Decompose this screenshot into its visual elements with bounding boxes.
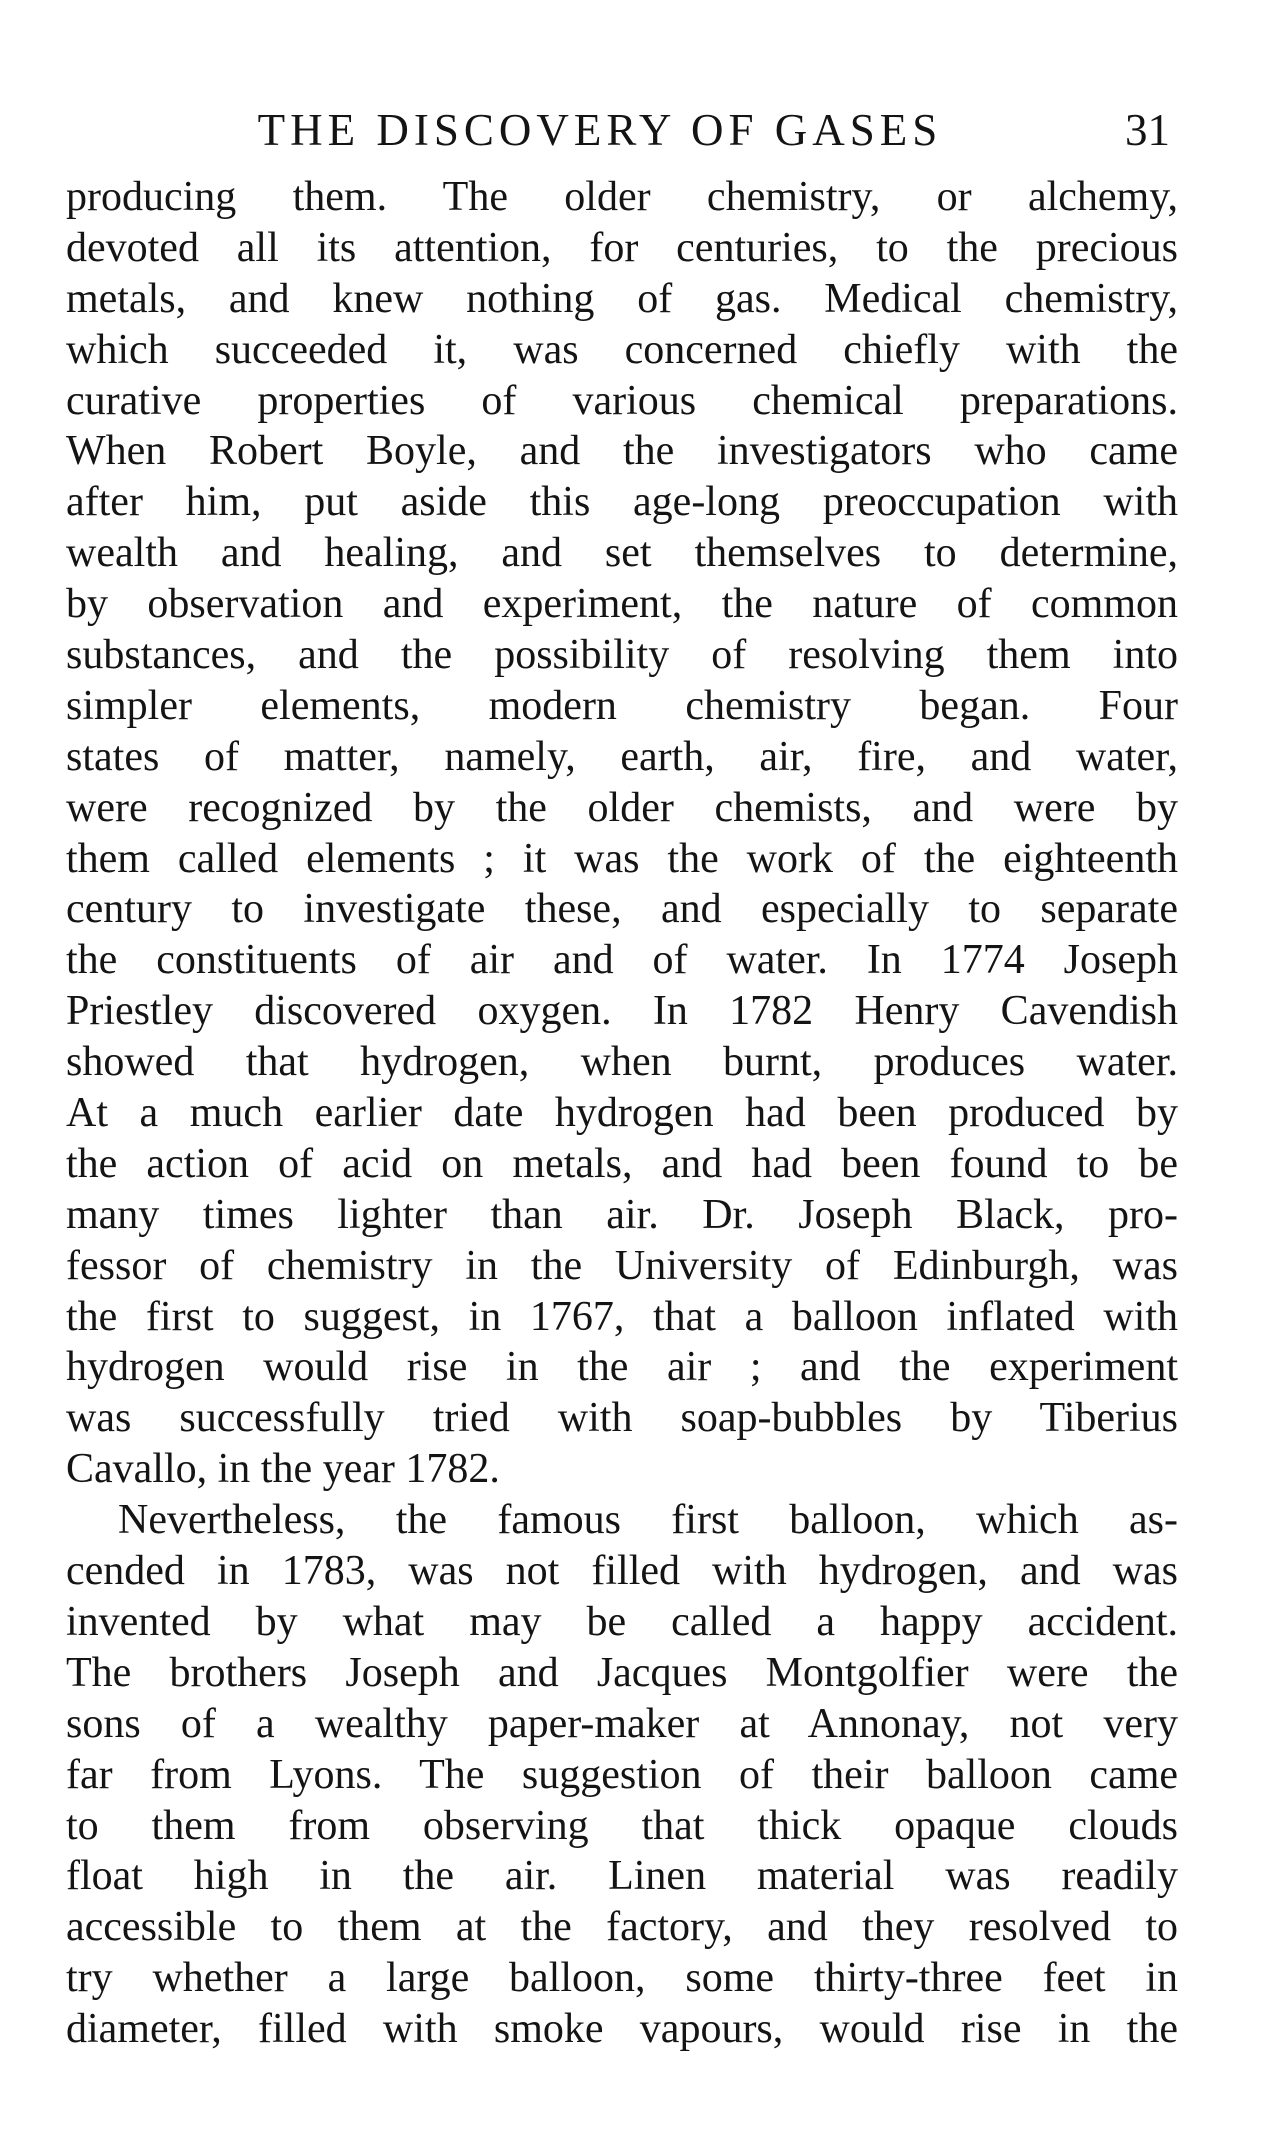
text-line: them called elements ; it was the work of the eighteenth — [66, 835, 1178, 882]
text-line: When Robert Boyle, and the investigators who came — [66, 428, 1178, 475]
text-line: the action of acid on metals, and had been found to be — [66, 1140, 1178, 1187]
text-line: accessible to them at the factory, and they resolved to — [66, 1904, 1178, 1951]
text-line: to them from observing that thick opaque clouds — [66, 1802, 1178, 1849]
text-line: At a much earlier date hydrogen had been produced by — [66, 1090, 1178, 1137]
text-line: substances, and the possibility of resolving them into — [66, 632, 1178, 679]
paragraph — [66, 172, 1178, 1495]
text-line: many times lighter than air. Dr. Joseph Black, pro- — [66, 1191, 1178, 1238]
text-line: the constituents of air and of water. In 1774 Joseph — [66, 937, 1178, 984]
paragraph — [66, 1495, 1178, 2055]
text-line: showed that hydrogen, when burnt, produces water. — [66, 1039, 1178, 1086]
text-line: simpler elements, modern chemistry began. Four — [66, 682, 1178, 729]
text-line: try whether a large balloon, some thirty-three feet in — [66, 1955, 1178, 2002]
chapter-title: THE DISCOVERY OF GASES — [257, 105, 943, 155]
text-line: the first to suggest, in 1767, that a balloon inflated with — [66, 1293, 1178, 1340]
text-line: sons of a wealthy paper-maker at Annonay, not very — [66, 1700, 1178, 1747]
text-line: cended in 1783, was not filled with hydrogen, and was — [66, 1548, 1178, 1595]
text-line: after him, put aside this age-long preoccupation with — [66, 479, 1178, 526]
page-number: 31 — [1125, 105, 1170, 155]
text-line: were recognized by the older chemists, and were by — [66, 784, 1178, 831]
text-line: devoted all its attention, for centuries, to the precious — [66, 224, 1178, 271]
text-line: The brothers Joseph and Jacques Montgolfier were the — [66, 1649, 1178, 1696]
text-line: metals, and knew nothing of gas. Medical chemistry, — [66, 275, 1178, 322]
text-line: states of matter, namely, earth, air, fire, and water, — [66, 733, 1178, 780]
text-line: century to investigate these, and especially to separate — [66, 886, 1178, 933]
text-line: wealth and healing, and set themselves to determine, — [66, 530, 1178, 577]
text-line: hydrogen would rise in the air ; and the experiment — [66, 1344, 1178, 1391]
text-line: float high in the air. Linen material was readily — [66, 1853, 1178, 1900]
text-line: Nevertheless, the famous first balloon, which as- — [118, 1497, 1178, 1544]
text-line: curative properties of various chemical preparations. — [66, 377, 1178, 424]
text-line: Priestley discovered oxygen. In 1782 Henry Cavendish — [66, 988, 1178, 1035]
text-line: by observation and experiment, the nature of common — [66, 581, 1178, 628]
text-line: diameter, filled with smoke vapours, would rise in the — [66, 2006, 1178, 2053]
running-head — [70, 100, 1170, 160]
text-line: producing them. The older chemistry, or alchemy, — [66, 174, 1178, 220]
body-text — [66, 172, 1178, 2055]
text-line: far from Lyons. The suggestion of their balloon came — [66, 1751, 1178, 1798]
text-line: Cavallo, in the year 1782. — [66, 1446, 500, 1493]
text-line: invented by what may be called a happy accident. — [66, 1598, 1178, 1645]
text-line: which succeeded it, was concerned chiefly with the — [66, 326, 1178, 373]
text-line: was successfully tried with soap-bubbles by Tiberius — [66, 1395, 1178, 1442]
text-line: fessor of chemistry in the University of Edinburgh, was — [66, 1242, 1178, 1289]
